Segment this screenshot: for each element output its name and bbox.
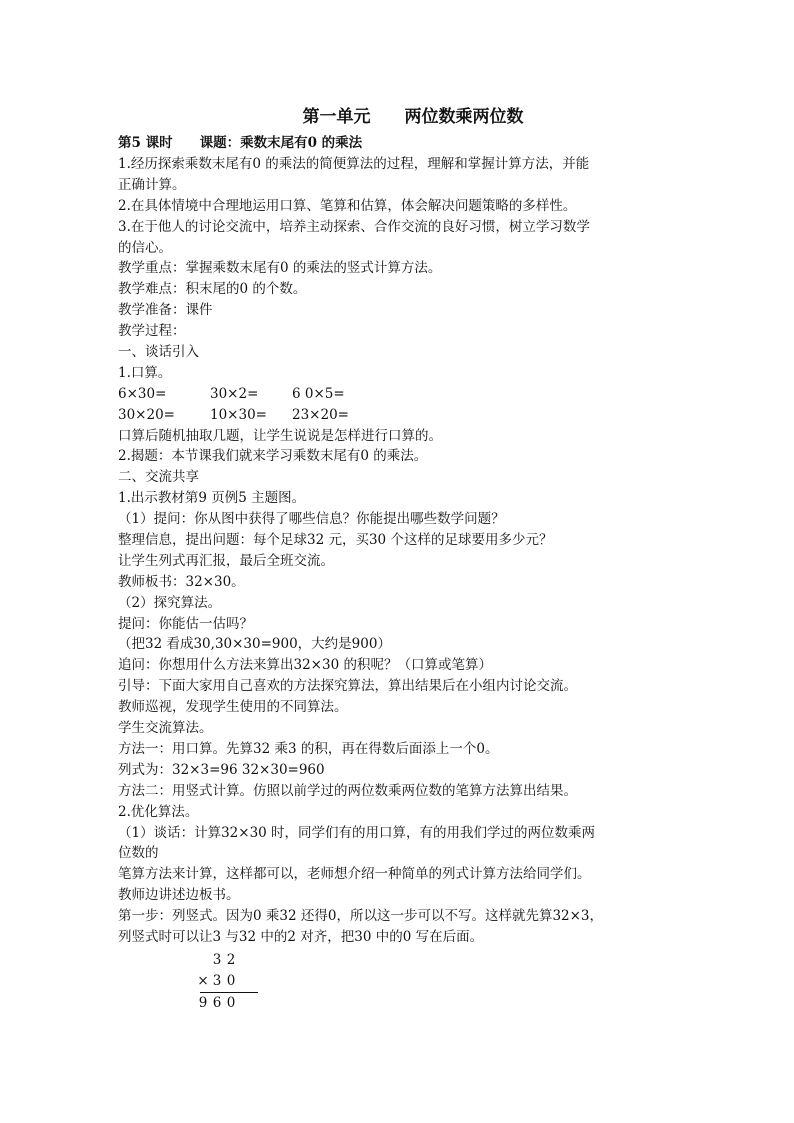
- text-line: 位数的: [118, 845, 159, 862]
- text-line: 口算后随机抽取几题，让学生说说是怎样进行口算的。: [118, 427, 442, 444]
- oral-item: 30×2=: [210, 385, 259, 402]
- text-line: 教学重点：掌握乘数末尾有0 的乘法的竖式计算方法。: [118, 260, 442, 277]
- text-line: 二、交流共享: [118, 469, 199, 486]
- oral-item: 6 0×5=: [292, 385, 345, 402]
- vertical-calculation: [196, 950, 276, 1014]
- oral-calc-row-1: [118, 384, 688, 405]
- text-block-process: [118, 426, 688, 948]
- text-line: 整理信息，提出问题：每个足球32 元，买30 个这样的足球要用多少元？: [118, 532, 553, 549]
- digit: 2: [226, 951, 236, 968]
- text-line: 笔算方法来计算，这样都可以，老师想介绍一种简单的列式计算方法给同学们。: [118, 866, 591, 883]
- digit: 6: [212, 994, 222, 1011]
- text-line: 教学过程：: [118, 323, 186, 340]
- text-line: 追问：你想用什么方法来算出32×30 的积呢？（口算或笔算）: [118, 657, 492, 674]
- vertical-row-3: [196, 993, 276, 1014]
- text-line: 2.在具体情境中合理地运用口算、笔算和估算，体会解决问题策略的多样性。: [118, 197, 577, 214]
- digit: 3: [212, 951, 222, 968]
- text-line: 一、谈话引入: [118, 344, 199, 361]
- oral-calc-row-2: [118, 405, 688, 426]
- text-line: 教学准备：课件: [118, 302, 213, 319]
- text-line: （把32 看成30,30×30=900，大约是900）: [118, 636, 391, 653]
- text-line: 方法一：用口算。先算32 乘3 的积，再在得数后面添上一个0。: [118, 740, 499, 757]
- text-line: 教学难点：积末尾的0 的个数。: [118, 281, 307, 298]
- text-line: （1）提问：你从图中获得了哪些信息？你能提出哪些数学问题？: [118, 511, 505, 528]
- text-line: 列竖式时可以让3 与32 中的2 对齐，把30 中的0 写在后面。: [118, 928, 484, 945]
- document-page: [118, 102, 688, 1014]
- text-line: 教师板书：32×30。: [118, 573, 245, 590]
- text-line: 1.出示教材第9 页例5 主题图。: [118, 490, 306, 507]
- oral-item: 6×30=: [118, 385, 167, 402]
- text-line: 3.在于他人的讨论交流中，培养主动探索、合作交流的良好习惯，树立学习数学: [118, 218, 590, 235]
- text-line: （1）谈话：计算32×30 时，同学们有的用口算，有的用我们学过的两位数乘两: [118, 824, 596, 841]
- text-line: （2）探究算法。: [118, 594, 222, 611]
- text-line: 正确计算。: [118, 176, 186, 193]
- text-line: 方法二：用竖式计算。仿照以前学过的两位数乘两位数的笔算方法算出结果。: [118, 782, 577, 799]
- page-title: 第一单元 两位数乘两位数: [302, 107, 524, 127]
- text-line: 引导：下面大家用自己喜欢的方法探究算法，算出结果后在小组内讨论交流。: [118, 678, 577, 695]
- digit: 0: [226, 972, 236, 989]
- digit: 0: [226, 994, 236, 1011]
- digit: 3: [212, 972, 222, 989]
- text-line: 第一步：列竖式。因为0 乘32 还得0，所以这一步可以不写。这样就先算32×3，: [118, 908, 604, 925]
- lesson-subtitle: 第5 课时 课题：乘数末尾有0 的乘法: [118, 135, 363, 151]
- text-block-intro: [118, 154, 688, 384]
- oral-item: 30×20=: [118, 406, 175, 423]
- text-line: 教师巡视，发现学生使用的不同算法。: [118, 699, 348, 716]
- text-line: 的信心。: [118, 239, 172, 256]
- text-line: 1.经历探索乘数末尾有0 的乘法的简便算法的过程，理解和掌握计算方法，并能: [118, 156, 590, 172]
- text-line: 2.优化算法。: [118, 803, 199, 820]
- digit: 9: [198, 994, 208, 1011]
- text-line: 教师边讲述边板书。: [118, 887, 240, 904]
- digit: ×: [197, 972, 209, 989]
- text-line: 2.揭题：本节课我们就来学习乘数末尾有0 的乘法。: [118, 448, 428, 465]
- text-line: 1.口算。: [118, 364, 172, 381]
- vertical-row-1: [196, 950, 276, 971]
- text-line: 列式为：32×3=96 32×30=960: [118, 761, 325, 778]
- oral-item: 10×30=: [210, 406, 267, 423]
- vertical-row-2: [196, 971, 276, 992]
- text-line: 学生交流算法。: [118, 720, 213, 737]
- oral-item: 23×20=: [292, 406, 349, 423]
- text-line: 提问：你能估一估吗？: [118, 615, 253, 632]
- text-line: 让学生列式再汇报，最后全班交流。: [118, 552, 334, 569]
